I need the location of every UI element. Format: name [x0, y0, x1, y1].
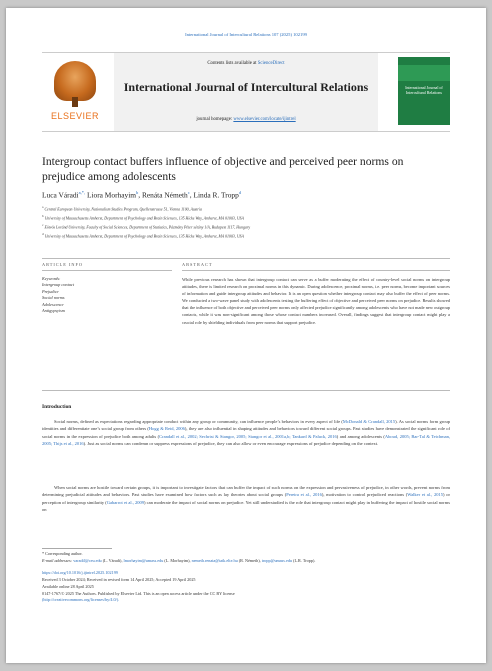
keywords-block: [42, 276, 74, 314]
affiliation: $^d$ University of Massachusetts Amherst, Department of Psychology and Brain Sciences, 135 Hicks Way, Amherst, MA 01003, USA: [42, 231, 244, 238]
email-line: E-mail addresses: varadil@ceu.edu (L. Váradi), lmorhayim@umass.edu (L. Morhayim), nemeth.renata@tatk.elte.hu (R. Németh), tropp@umass.edu (L.R. Tropp).: [42, 557, 316, 563]
citation-link[interactable]: Hogg & Reid, 2006: [148, 426, 185, 432]
author-list: Luca Váradi$^{a,*,}$ Liora Morhayim$^b$, Renáta Németh$^c$, Linda R. Tropp$^d$: [42, 190, 242, 200]
cover-title: International Journal of Intercultural Relations: [405, 85, 443, 95]
corresponding-author-note: * Corresponding author.: [42, 551, 83, 556]
cover-band: [398, 65, 450, 81]
citation-link[interactable]: Crandall et al., 2002; Sechrist & Stangor, 2005; Stangor et al., 2001a,b; Tankard & Paluck, 2016: [159, 433, 337, 439]
keyword: Antigypsyism: [42, 308, 65, 314]
keyword: Prejudice: [42, 288, 59, 294]
divider: [42, 390, 450, 391]
affiliation: $^b$ University of Massachusetts Amherst, Department of Psychology and Brain Sciences, 135 Hicks Way, Amherst, MA 01003, USA: [42, 213, 244, 221]
author-marks[interactable]: d: [238, 190, 242, 195]
article-page: [6, 8, 486, 663]
author-name[interactable]: Luca Váradi: [42, 190, 79, 200]
license-link[interactable]: (http://creativecommons.org/licenses/by/4.0/).: [42, 597, 120, 603]
homepage-prefix: journal homepage:: [196, 117, 233, 122]
citation-link[interactable]: Walker et al., 2015: [407, 492, 444, 498]
keyword: Social norms: [42, 295, 65, 301]
contents-line: [114, 61, 378, 66]
divider: [42, 258, 450, 259]
affiliations: [42, 204, 450, 240]
author-name[interactable]: Linda R. Tropp: [193, 190, 239, 200]
author-name[interactable]: Liora Morhayim: [86, 190, 137, 200]
section-heading-introduction: Introduction: [42, 404, 72, 410]
tree-trunk: [72, 97, 78, 107]
available-online: Available online 28 April 2025: [42, 583, 94, 589]
intro-paragraph-1: Social norms, defined as expectations regarding appropriate conduct within any group or community, can influence people’s behaviors in every aspect of life (McDonald & Crandall, 2015). As social norms form group identities and differentiate one’s social group from others (Hogg & Reid, 2006), they are also influential in shaping attitudes and behaviors toward different social groups. Past studies have demonstrated the significant role of social norms in the expression of prejudice both among adults (Crandall et al., 2002; Sechrist & Stangor, 2005; Stangor et al., 2001a,b; Tankard & Paluck, 2016) and among adolescents (Aboud, 2005; Bar-Tal & Teichman, 2005; Thijs et al., 2016). Just as social norms can condemn or suppress expressions of prejudice, they can also allow or even encourage expressions of prejudice depending on the context.: [42, 419, 450, 447]
footnote-divider: [42, 548, 112, 549]
author-name[interactable]: Renáta Németh: [141, 190, 188, 200]
sciencedirect-link[interactable]: ScienceDirect: [257, 61, 285, 66]
author-marks[interactable]: a,*,: [78, 190, 86, 195]
affiliation: $^a$ Central European University, Nationalism Studies Program, Quellenstrasse 51, Vienna 1100, Austria: [42, 205, 202, 212]
article-title: Intergroup contact buffers influence of objective and perceived peer norms on prejudice among adolescents: [42, 155, 404, 183]
contents-prefix: Contents lists available at: [207, 61, 257, 66]
masthead-center: [114, 53, 378, 131]
keyword: Intergroup contact: [42, 282, 75, 288]
email-link[interactable]: tropp@umass.edu: [261, 557, 293, 563]
author-marks[interactable]: c: [187, 190, 190, 195]
abstract-heading: ABSTRACT: [182, 262, 213, 267]
journal-homepage: [114, 117, 378, 122]
citation-link[interactable]: McDonald & Crandall, 2015: [342, 419, 396, 424]
journal-masthead: [42, 52, 450, 132]
email-link[interactable]: nemeth.renata@tatk.elte.hu: [191, 557, 238, 563]
affiliation: $^c$ Eötvös Loránd University, Faculty of Social Sciences, Department of Statistics, Pázmány Péter sétány 1/A, Budapest 1117, Hungary: [42, 222, 251, 230]
elsevier-logo[interactable]: [42, 59, 108, 123]
doi-link[interactable]: https://doi.org/10.1016/j.ijintrel.2025.102199: [42, 570, 118, 576]
intro-paragraph-2: When social norms are hostile toward certain groups, it is important to investigate factors that can buffer the impact of such norms on the expression and pervasiveness of prejudice, in other words, prevent norms from determining prejudicial attitudes and behaviors. Past studies have examined how factors such as lay theories about social groups (Pereira et al., 2016), motivation to control prejudiced reactions (Walker et al., 2015) or perception of intergroup similarity (Gabarrot et al., 2009) can moderate the impact of social norms on prejudice. Yet still understudied is the role that intergroup contact might play in buffering the impact of hostile social norms on: [42, 485, 450, 513]
homepage-link[interactable]: www.elsevier.com/locate/ijintrel: [233, 117, 296, 122]
journal-cover-thumbnail[interactable]: [398, 57, 450, 125]
divider: [182, 270, 450, 271]
abstract-text: While previous research has shown that intergroup contact can serve as a buffer moderating the effect of country-level social norms on intergroup attitudes, there is limited research on proximal norms in this dynamic. During adolescence, proximal norms, i.e. peer norms, become important sources of information and guide intergroup attitudes and behavior. It is an open question whether intergroup contact may also buffer the effect of peer norms. We conducted a two-wave panel study with adolescents testing the buffering effect of objective and perceived peer norms on prejudice. Results showed that the influence of both objective and perceived peer norms only affected prejudice significantly among adolescents who have not made new outgroup contacts, while it was non-significant among those whose contact numbers increased. Overall, findings suggest that intergroup contact might play a crucial role by shielding individuals from peer norms that support prejudice.: [182, 277, 450, 325]
license-text: 0147-1767/© 2025 The Authors. Published by Elsevier Ltd. This is an open access article under the CC BY license: [42, 590, 235, 596]
author-marks[interactable]: b: [136, 190, 139, 195]
citation-link[interactable]: Aboud, 2005; Bar-Tal & Teichman, 2005; Thijs et al., 2016: [42, 433, 450, 447]
email-link[interactable]: varadil@ceu.edu: [73, 557, 102, 563]
article-info-heading: ARTICLE INFO: [42, 262, 83, 267]
keyword: Adolescence: [42, 301, 64, 307]
journal-citation[interactable]: International Journal of Intercultural Relations 107 (2025) 102199: [185, 32, 307, 37]
divider: [42, 270, 172, 271]
citation-link[interactable]: Pereira et al., 2016: [286, 492, 322, 498]
publisher-name: ELSEVIER: [50, 111, 100, 121]
received-dates: Received 3 October 2024; Received in revised form 14 April 2025; Accepted 19 April 2025: [42, 577, 196, 583]
footnotes: [42, 551, 450, 604]
citation-link[interactable]: Gabarrot et al., 2009: [106, 499, 145, 505]
journal-name: International Journal of Intercultural Relations: [123, 80, 369, 94]
keywords-label: Keywords:: [42, 276, 61, 281]
elsevier-tree-icon: [54, 61, 96, 101]
email-link[interactable]: lmorhayim@umass.edu: [123, 557, 164, 563]
